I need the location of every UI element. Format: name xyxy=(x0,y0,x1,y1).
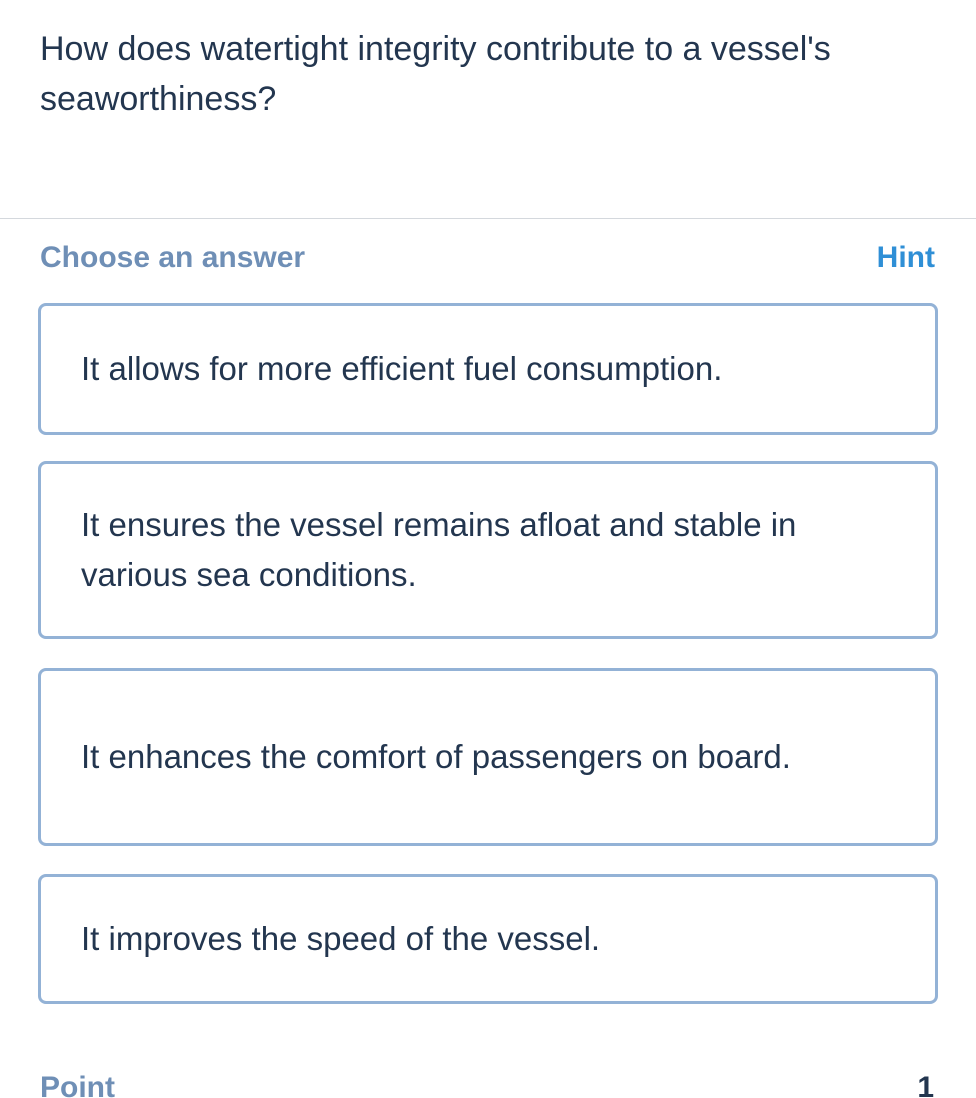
hint-button[interactable]: Hint xyxy=(877,236,935,280)
answer-option-2[interactable] xyxy=(38,461,938,639)
answer-option-text: It improves the speed of the vessel. xyxy=(81,920,601,957)
answer-option-3[interactable] xyxy=(38,668,938,846)
answer-option-4[interactable] xyxy=(38,874,938,1004)
section-divider xyxy=(0,218,976,219)
question-text: How does watertight integrity contribute to a vessel's seaworthiness? xyxy=(40,30,831,118)
point-value: 1 xyxy=(917,1071,934,1098)
answer-option-text: It ensures the vessel remains afloat and stable in various sea conditions. xyxy=(81,506,797,593)
answer-option-text: It enhances the comfort of passengers on board. xyxy=(81,738,791,775)
point-label: Point xyxy=(40,1071,115,1098)
choose-answer-label: Choose an answer xyxy=(40,241,306,274)
answer-option-1[interactable] xyxy=(38,303,938,435)
answer-option-text: It allows for more efficient fuel consumption. xyxy=(81,350,723,387)
